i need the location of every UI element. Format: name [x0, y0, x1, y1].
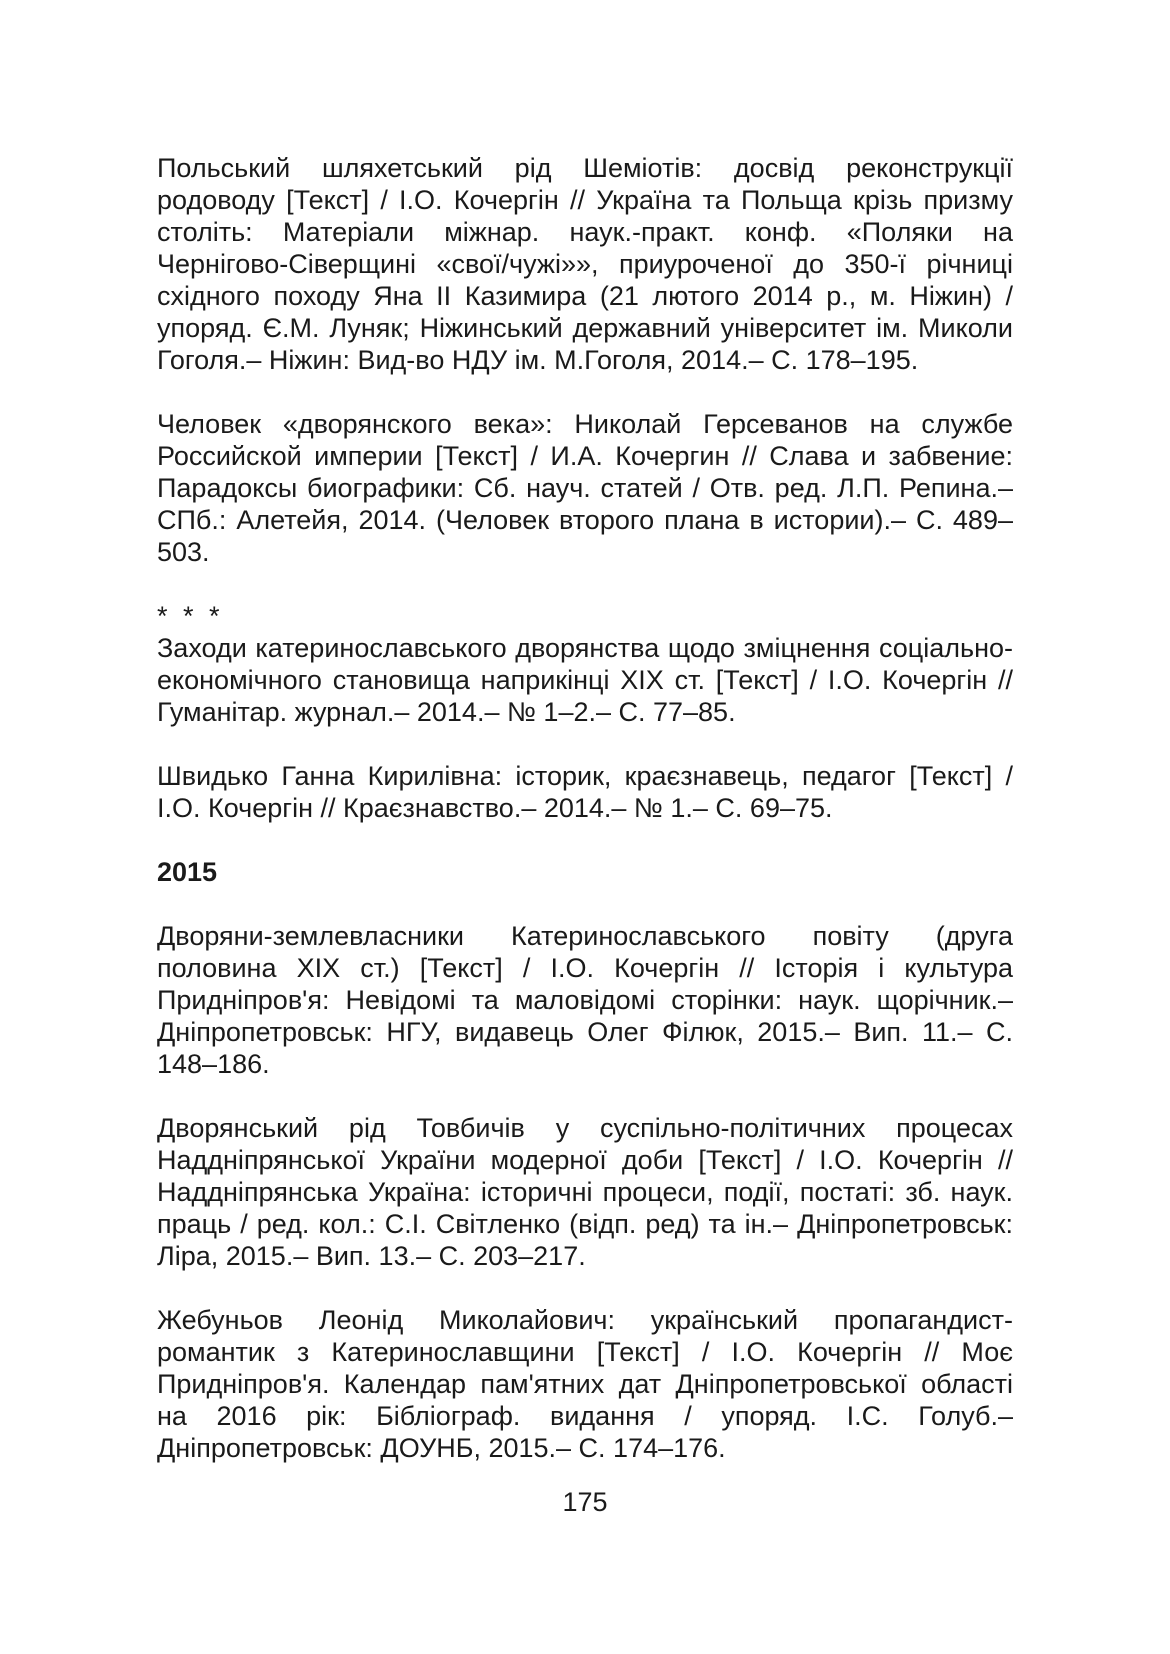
page-number: 175 — [562, 1487, 608, 1517]
section-separator: * * * — [157, 601, 224, 631]
bibliography-entry: Швидько Ганна Кирилівна: історик, краєзнавець, педагог [Текст] / І.О. Кочергін // Краєзнавство.– 2014.– № 1.– С. 69–75. — [157, 761, 1013, 823]
bibliography-entry: Заходи катеринославського дворянства щодо зміцнення соціально-економічного становища наприкінці ХІХ ст. [Текст] / І.О. Кочергін // Гуманітар. журнал.– 2014.– № 1–2.– С. 77–85. — [157, 633, 1013, 727]
bibliography-entry: Дворянський рід Товбичів у суспільно-політичних процесах Наддніпрянської України модерної доби [Текст] / І.О. Кочергін // Наддніпрянська Україна: історичні процеси, події, постаті: зб. наук. праць / ред. кол.: С.І. Світленко (відп. ред) та ін.– Дніпропетровськ: Ліра, 2015.– Вип. 13.– С. 203–217. — [157, 1113, 1013, 1271]
bibliography-entry: Человек «дворянского века»: Николай Герсеванов на службе Российской империи [Текст] / И.А. Кочергин // Слава и забвение: Парадоксы биографики: Сб. науч. статей / Отв. ред. Л.П. Репина.– СПб.: Алетейя, 2014. (Человек второго плана в истории).– С. 489–503. — [157, 409, 1013, 567]
bibliography-entry: Дворяни-землевласники Катеринославського повіту (друга половина ХІХ ст.) [Текст] / І.О. Кочергін // Історія і культура Придніпров'я: Невідомі та маловідомі сторінки: наук. щорічник.– Дніпропетровськ: НГУ, видавець Олег Філюк, 2015.– Вип. 11.– С. 148–186. — [157, 921, 1013, 1079]
year-heading: 2015 — [157, 857, 218, 887]
page-body — [157, 152, 1013, 1496]
bibliography-entry: Польський шляхетський рід Шеміотів: досвід реконструкції родоводу [Текст] / І.О. Кочергін // Україна та Польща крізь призму століть: Матеріали міжнар. наук.-практ. конф. «Поляки на Чернігово-Сіверщині «свої/чужі»», приуроченої до 350-ї річниці східного походу Яна ІІ Казимира (21 лютого 2014 р., м. Ніжин) / упоряд. Є.М. Луняк; Ніжинський державний університет ім. Миколи Гоголя.– Ніжин: Вид-во НДУ ім. М.Гоголя, 2014.– С. 178–195. — [157, 153, 1013, 375]
bibliography-entry: Жебуньов Леонід Миколайович: український пропагандист-романтик з Катеринославщини [Текст] / І.О. Кочергін // Моє Придніпров'я. Календар пам'ятних дат Дніпропетровської області на 2016 рік: Бібліограф. видання / упоряд. І.С. Голуб.– Дніпропетровськ: ДОУНБ, 2015.– С. 174–176. — [157, 1305, 1013, 1463]
